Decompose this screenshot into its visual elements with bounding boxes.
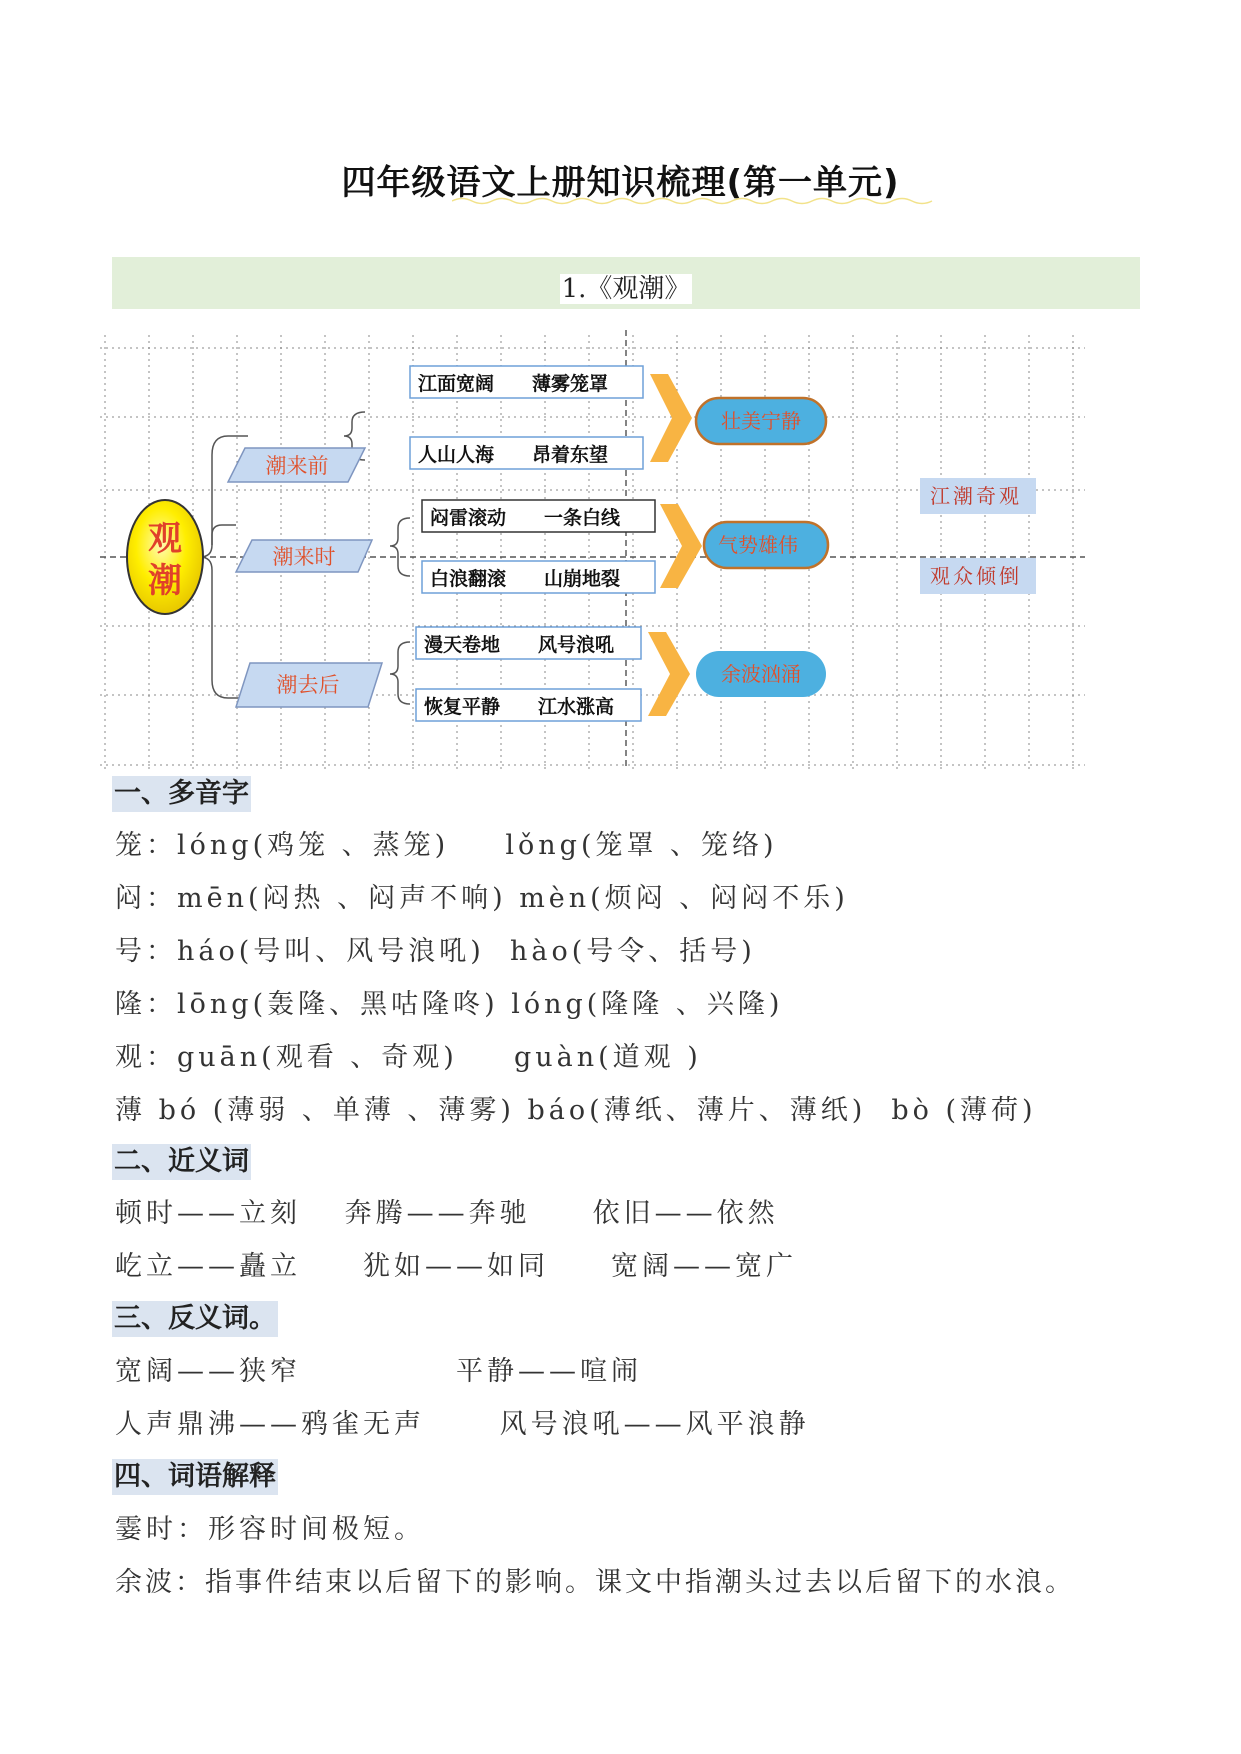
section-heading-explanations: 四、词语解释 — [112, 1459, 278, 1495]
stage-after — [236, 663, 382, 707]
text-line: 屹立——矗立 犹如——如同 宽阔——宽广 — [115, 1251, 797, 1282]
section-heading-synonyms: 二、近义词 — [112, 1144, 251, 1180]
center-char-2: 潮 — [148, 561, 182, 601]
section-heading-antonyms: 三、反义词。 — [112, 1301, 278, 1337]
stage-during — [236, 540, 372, 572]
arrow-chevron — [660, 504, 702, 588]
text-line: 顿时——立刻 奔腾——奔驰 依旧——依然 — [115, 1198, 779, 1229]
arrow-chevron — [650, 374, 692, 462]
phrase-box — [422, 561, 655, 593]
text-line: 观：guān(观看 、奇观) guàn(道观 ) — [115, 1042, 702, 1073]
phrase-box — [416, 627, 641, 659]
svg-text:壮美宁静: 壮美宁静 — [721, 409, 801, 433]
svg-text:白浪翻滚 山崩地裂: 白浪翻滚 山崩地裂 — [430, 568, 621, 590]
text-line: 人声鼎沸——鸦雀无声 风号浪吼——风平浪静 — [115, 1409, 810, 1440]
center-node — [127, 500, 203, 614]
summary-pill — [696, 651, 826, 697]
svg-text:观众倾倒: 观众倾倒 — [930, 564, 1022, 588]
side-label — [920, 558, 1036, 594]
svg-text:江面宽阔 薄雾笼罩: 江面宽阔 薄雾笼罩 — [418, 373, 609, 395]
svg-text:恢复平静 江水涨高: 恢复平静 江水涨高 — [424, 696, 615, 718]
title-underline-wave — [452, 196, 942, 206]
text-line: 薄 bó (薄弱 、单薄 、薄雾) báo(薄纸、薄片、薄纸) bò (薄荷) — [115, 1095, 1037, 1126]
phrase-box — [410, 366, 643, 398]
center-char-1: 观 — [148, 519, 182, 559]
stage-before — [228, 448, 365, 482]
lesson-title-text: 1.《观潮》 — [561, 274, 691, 304]
svg-text:漫天卷地 风号浪吼: 漫天卷地 风号浪吼 — [424, 634, 615, 656]
stage-after-label: 潮去后 — [276, 673, 340, 697]
text-line: 号：háo(号叫、风号浪吼) hào(号令、括号) — [115, 936, 756, 967]
lesson-banner — [112, 257, 1140, 309]
phrase-box — [416, 689, 641, 721]
stage-before-label: 潮来前 — [265, 454, 329, 478]
text-line: 余波：指事件结束以后留下的影响。课文中指潮头过去以后留下的水浪。 — [115, 1567, 1075, 1598]
svg-text:气势雄伟: 气势雄伟 — [718, 533, 798, 557]
text-line: 隆：lōng(轰隆、黑咕隆咚) lóng(隆隆 、兴隆) — [115, 989, 784, 1020]
page-title: 四年级语文上册知识梳理(第一单元) — [341, 163, 900, 203]
svg-text:江潮奇观: 江潮奇观 — [930, 484, 1022, 508]
svg-text:闷雷滚动 一条白线: 闷雷滚动 一条白线 — [430, 507, 621, 529]
svg-text:余波汹涌: 余波汹涌 — [721, 662, 801, 686]
mind-map — [100, 330, 1110, 770]
section-heading-polyphones: 一、多音字 — [112, 776, 251, 812]
lesson-title — [112, 268, 1140, 305]
stage-during-label: 潮来时 — [272, 545, 336, 569]
summary-pill — [696, 398, 826, 444]
phrase-box — [410, 437, 643, 469]
text-line: 笼：lóng(鸡笼 、蒸笼) lǒng(笼罩 、笼络) — [115, 830, 778, 861]
text-line: 霎时：形容时间极短。 — [115, 1514, 425, 1545]
summary-pill — [704, 522, 828, 568]
svg-text:人山人海 昂着东望: 人山人海 昂着东望 — [418, 444, 609, 466]
side-label — [920, 478, 1036, 514]
text-line: 宽阔——狭窄 平静——喧闹 — [115, 1356, 642, 1387]
text-line: 闷：mēn(闷热 、闷声不响) mèn(烦闷 、闷闷不乐) — [115, 883, 849, 914]
arrow-chevron — [648, 632, 690, 716]
phrase-box — [422, 500, 655, 532]
